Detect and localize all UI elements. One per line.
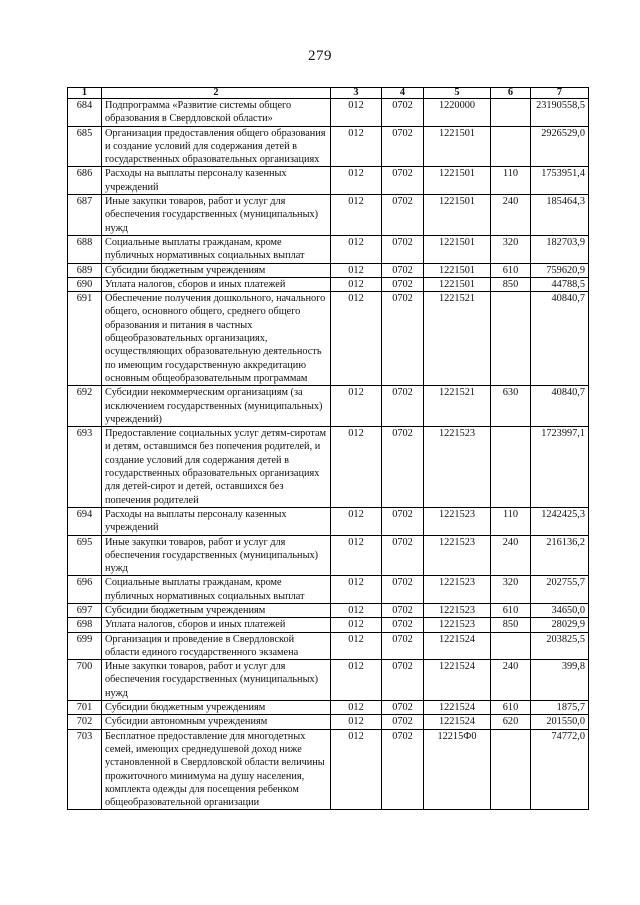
amount: 202755,7 (531, 576, 589, 604)
table-row (68, 427, 589, 508)
target-article-code: 1221523 (424, 427, 491, 508)
expense-type-code: 630 (491, 386, 531, 427)
row-number: 693 (68, 427, 102, 508)
section-code: 0702 (382, 576, 424, 604)
column-header: 4 (382, 88, 424, 99)
table-row (68, 603, 589, 617)
expense-name: Предоставление социальных услуг детям-сиротам и детям, оставшимся без попечения родителей, и создание условий для содержания детей в государственных образовательных организациях для детей-сирот и детей, оставшихся без попечения родителей (102, 427, 331, 508)
expense-type-code: 320 (491, 576, 531, 604)
section-code: 0702 (382, 632, 424, 660)
row-number: 698 (68, 618, 102, 632)
section-code: 0702 (382, 167, 424, 195)
row-number: 696 (68, 576, 102, 604)
section-code: 0702 (382, 195, 424, 236)
expense-type-code: 610 (491, 603, 531, 617)
row-number: 695 (68, 535, 102, 576)
expense-name: Обеспечение получения дошкольного, начального общего, основного общего, среднего общего образования и питания в частных общеобразовательных организациях, осуществляющих образовательную деятельность по имеющим государственную аккредитацию основным общеобразовательным программам (102, 292, 331, 386)
expense-name: Субсидии бюджетным учреждениям (102, 701, 331, 715)
section-code: 0702 (382, 263, 424, 277)
row-number: 689 (68, 263, 102, 277)
column-header: 5 (424, 88, 491, 99)
section-code: 0702 (382, 126, 424, 167)
table-row (68, 292, 589, 386)
ministry-code: 012 (331, 632, 382, 660)
row-number: 702 (68, 715, 102, 729)
column-header: 1 (68, 88, 102, 99)
expense-name: Иные закупки товаров, работ и услуг для обеспечения государственных (муниципальных) нужд (102, 195, 331, 236)
ministry-code: 012 (331, 99, 382, 127)
amount: 203825,5 (531, 632, 589, 660)
amount: 1723997,1 (531, 427, 589, 508)
amount: 40840,7 (531, 292, 589, 386)
ministry-code: 012 (331, 195, 382, 236)
expense-type-code: 610 (491, 701, 531, 715)
ministry-code: 012 (331, 126, 382, 167)
table-row (68, 195, 589, 236)
ministry-code: 012 (331, 660, 382, 701)
section-code: 0702 (382, 729, 424, 810)
header-row (68, 88, 589, 99)
amount: 28029,9 (531, 618, 589, 632)
ministry-code: 012 (331, 386, 382, 427)
ministry-code: 012 (331, 535, 382, 576)
amount: 23190558,5 (531, 99, 589, 127)
budget-table (67, 87, 589, 810)
section-code: 0702 (382, 535, 424, 576)
target-article-code: 1221523 (424, 576, 491, 604)
ministry-code: 012 (331, 576, 382, 604)
amount: 34650,0 (531, 603, 589, 617)
expense-name: Субсидии автономным учреждениям (102, 715, 331, 729)
expense-type-code: 240 (491, 535, 531, 576)
target-article-code: 1221501 (424, 235, 491, 263)
amount: 759620,9 (531, 263, 589, 277)
target-article-code: 1221501 (424, 195, 491, 236)
section-code: 0702 (382, 427, 424, 508)
section-code: 0702 (382, 618, 424, 632)
amount: 1875,7 (531, 701, 589, 715)
ministry-code: 012 (331, 729, 382, 810)
expense-name: Бесплатное предоставление для многодетных семей, имеющих среднедушевой доход ниже установленной в Свердловской области величины прожиточного минимума на душу населения, комплекта одежды для посещения ребенком общеобразовательной организации (102, 729, 331, 810)
ministry-code: 012 (331, 603, 382, 617)
expense-type-code: 110 (491, 167, 531, 195)
expense-type-code (491, 126, 531, 167)
row-number: 690 (68, 277, 102, 291)
expense-name: Иные закупки товаров, работ и услуг для обеспечения государственных (муниципальных) нужд (102, 535, 331, 576)
row-number: 697 (68, 603, 102, 617)
target-article-code: 1220000 (424, 99, 491, 127)
row-number: 701 (68, 701, 102, 715)
expense-name: Организация и проведение в Свердловской области единого государственного экзамена (102, 632, 331, 660)
section-code: 0702 (382, 292, 424, 386)
section-code: 0702 (382, 603, 424, 617)
table-row (68, 235, 589, 263)
row-number: 692 (68, 386, 102, 427)
expense-type-code: 610 (491, 263, 531, 277)
ministry-code: 012 (331, 167, 382, 195)
section-code: 0702 (382, 99, 424, 127)
ministry-code: 012 (331, 715, 382, 729)
table-row (68, 277, 589, 291)
amount: 44788,5 (531, 277, 589, 291)
expense-type-code (491, 729, 531, 810)
expense-name: Расходы на выплаты персоналу казенных учреждений (102, 507, 331, 535)
row-number: 703 (68, 729, 102, 810)
expense-name: Социальные выплаты гражданам, кроме публичных нормативных социальных выплат (102, 235, 331, 263)
target-article-code: 1221501 (424, 167, 491, 195)
amount: 185464,3 (531, 195, 589, 236)
section-code: 0702 (382, 277, 424, 291)
ministry-code: 012 (331, 618, 382, 632)
section-code: 0702 (382, 701, 424, 715)
expense-type-code (491, 292, 531, 386)
table-row (68, 701, 589, 715)
table-row (68, 729, 589, 810)
table-row (68, 99, 589, 127)
target-article-code: 12215Ф0 (424, 729, 491, 810)
column-header: 6 (491, 88, 531, 99)
column-header: 3 (331, 88, 382, 99)
expense-type-code: 620 (491, 715, 531, 729)
section-code: 0702 (382, 235, 424, 263)
row-number: 686 (68, 167, 102, 195)
amount: 40840,7 (531, 386, 589, 427)
amount: 216136,2 (531, 535, 589, 576)
ministry-code: 012 (331, 507, 382, 535)
expense-type-code (491, 632, 531, 660)
target-article-code: 1221524 (424, 701, 491, 715)
row-number: 685 (68, 126, 102, 167)
row-number: 684 (68, 99, 102, 127)
table-row (68, 386, 589, 427)
target-article-code: 1221501 (424, 277, 491, 291)
expense-name: Субсидии бюджетным учреждениям (102, 603, 331, 617)
section-code: 0702 (382, 386, 424, 427)
amount: 399,8 (531, 660, 589, 701)
section-code: 0702 (382, 507, 424, 535)
expense-name: Уплата налогов, сборов и иных платежей (102, 277, 331, 291)
table-row (68, 167, 589, 195)
table-row (68, 263, 589, 277)
target-article-code: 1221501 (424, 126, 491, 167)
amount: 201550,0 (531, 715, 589, 729)
page-number: 279 (308, 48, 332, 64)
ministry-code: 012 (331, 277, 382, 291)
expense-type-code (491, 427, 531, 508)
table-row (68, 660, 589, 701)
expense-name: Уплата налогов, сборов и иных платежей (102, 618, 331, 632)
row-number: 694 (68, 507, 102, 535)
expense-name: Организация предоставления общего образования и создание условий для содержания детей в государственных образовательных организациях (102, 126, 331, 167)
target-article-code: 1221524 (424, 632, 491, 660)
ministry-code: 012 (331, 235, 382, 263)
amount: 1242425,3 (531, 507, 589, 535)
amount: 2926529,0 (531, 126, 589, 167)
ministry-code: 012 (331, 263, 382, 277)
expense-name: Иные закупки товаров, работ и услуг для обеспечения государственных (муниципальных) нужд (102, 660, 331, 701)
section-code: 0702 (382, 715, 424, 729)
ministry-code: 012 (331, 292, 382, 386)
table-row (68, 618, 589, 632)
table-row (68, 576, 589, 604)
section-code: 0702 (382, 660, 424, 701)
column-header: 2 (102, 88, 331, 99)
row-number: 699 (68, 632, 102, 660)
amount: 1753951,4 (531, 167, 589, 195)
ministry-code: 012 (331, 427, 382, 508)
target-article-code: 1221501 (424, 263, 491, 277)
column-header: 7 (531, 88, 589, 99)
target-article-code: 1221524 (424, 715, 491, 729)
table-row (68, 535, 589, 576)
expense-type-code (491, 99, 531, 127)
expense-type-code: 850 (491, 618, 531, 632)
table-row (68, 507, 589, 535)
target-article-code: 1221521 (424, 292, 491, 386)
expense-name: Субсидии бюджетным учреждениям (102, 263, 331, 277)
target-article-code: 1221521 (424, 386, 491, 427)
row-number: 688 (68, 235, 102, 263)
expense-type-code: 240 (491, 660, 531, 701)
expense-name: Подпрограмма «Развитие системы общего образования в Свердловской области» (102, 99, 331, 127)
expense-name: Субсидии некоммерческим организациям (за исключением государственных (муниципальных) учреждений) (102, 386, 331, 427)
target-article-code: 1221523 (424, 603, 491, 617)
row-number: 691 (68, 292, 102, 386)
amount: 182703,9 (531, 235, 589, 263)
ministry-code: 012 (331, 701, 382, 715)
table-row (68, 126, 589, 167)
expense-type-code: 850 (491, 277, 531, 291)
target-article-code: 1221523 (424, 618, 491, 632)
row-number: 700 (68, 660, 102, 701)
expense-type-code: 320 (491, 235, 531, 263)
target-article-code: 1221523 (424, 507, 491, 535)
row-number: 687 (68, 195, 102, 236)
target-article-code: 1221524 (424, 660, 491, 701)
expense-type-code: 240 (491, 195, 531, 236)
expense-type-code: 110 (491, 507, 531, 535)
amount: 74772,0 (531, 729, 589, 810)
target-article-code: 1221523 (424, 535, 491, 576)
expense-name: Социальные выплаты гражданам, кроме публичных нормативных социальных выплат (102, 576, 331, 604)
table-row (68, 632, 589, 660)
table-row (68, 715, 589, 729)
expense-name: Расходы на выплаты персоналу казенных учреждений (102, 167, 331, 195)
